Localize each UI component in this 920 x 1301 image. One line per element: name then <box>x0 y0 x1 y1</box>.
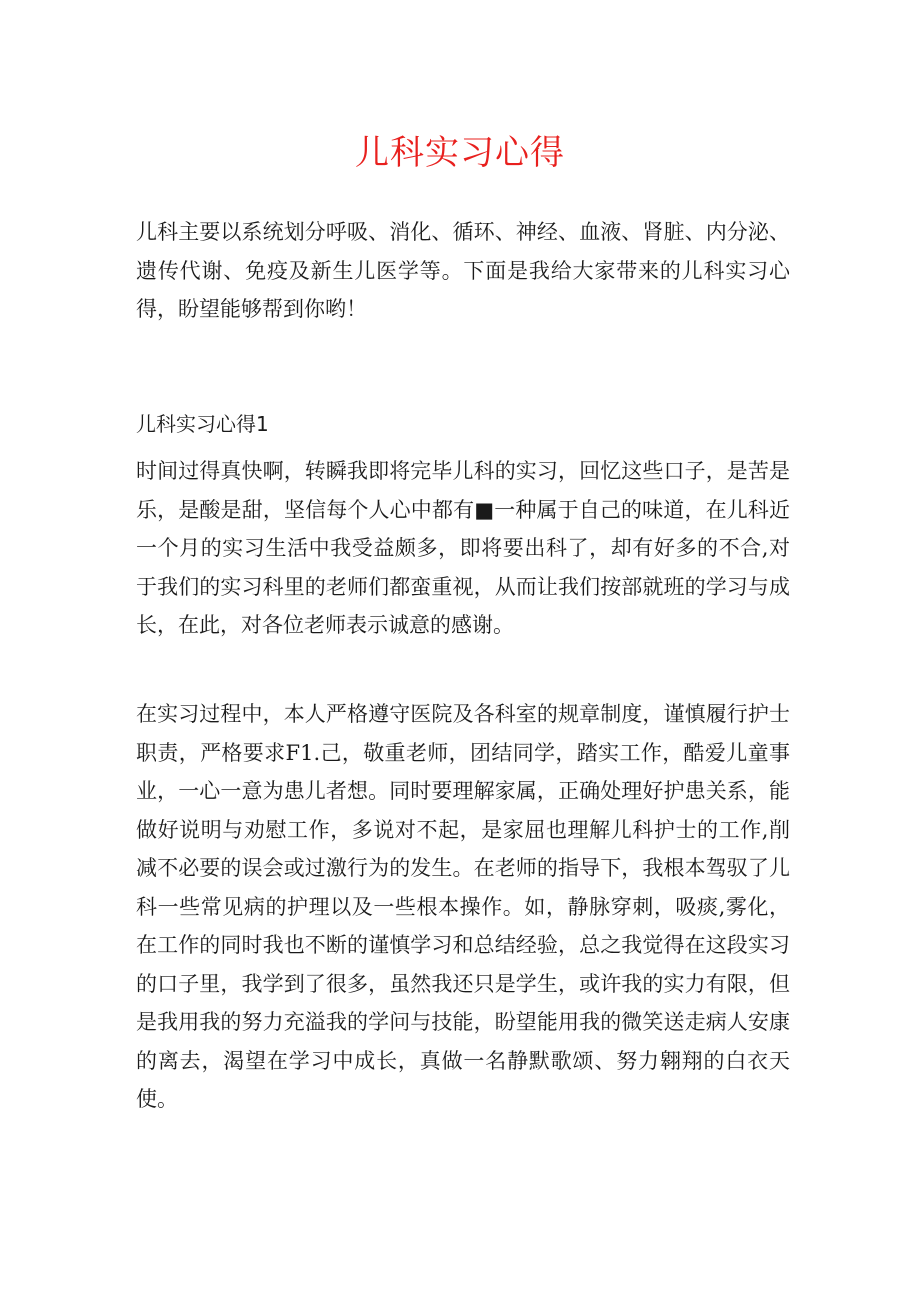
section-heading: 儿科实习心得1 <box>136 412 269 436</box>
intro-paragraph: 儿科主要以系统划分呼吸、消化、循环、神经、血液、肾脏、内分泌、遗传代谢、免疫及新生儿医学等。下面是我给大家带来的儿科实习心得，盼望能够帮到你哟！ <box>136 220 790 321</box>
document-title: 儿科实习心得 <box>355 133 565 173</box>
body-paragraph-2: 在实习过程中，本人严格遵守医院及各科室的规章制度，谨慎履行护士职责，严格要求F1.己，敬重老师，团结同学，踏实工作，酷爱儿童事业，一心一意为患儿者想。同时要理解家属，正确处理好护患关系，能做好说明与劝慰工作，多说对不起，是家屈也理解儿科护士的工作,削减不必要的误会或过激行为的发生。在老师的指导下，我根本驾驭了儿科一些常见病的护理以及一些根本操作。如，静脉穿刺，吸痰,雾化，在工作的同时我也不断的谨慎学习和总结经验，总之我觉得在这段实习的口子里，我学到了很多，虽然我还只是学生，或许我的实力有限，但是我用我的努力充溢我的学问与技能，盼望能用我的微笑送走病人安康的离去，渴望在学习中成长，真做一名静默歌颂、努力翱翔的白衣天使。 <box>136 702 790 1111</box>
body-paragraph-1: 时间过得真快啊，转瞬我即将完毕儿科的实习，回忆这些口子，是苦是乐，是酸是甜，坚信每个人心中都有■一种属于自己的味道，在儿科近一个月的实习生活中我受益颇多，即将要出科了，却有好多的不合,对于我们的实习科里的老师们都蛮重视，从而让我们按部就班的学习与成长，在此，对各位老师表示诚意的感谢。 <box>136 459 790 637</box>
